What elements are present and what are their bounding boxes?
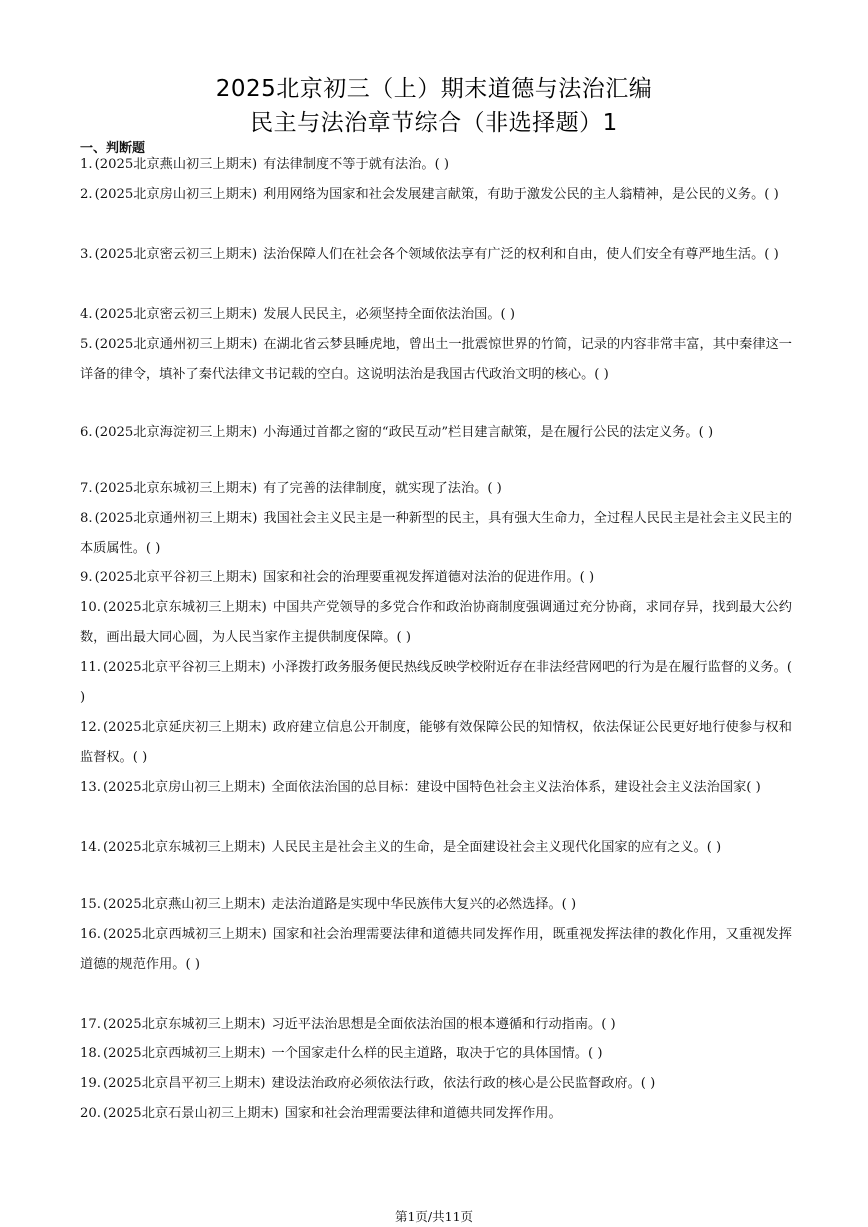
question-item: 6. (2025北京海淀初三上期末) 小海通过首都之窗的“政民互动”栏目建言献策，是在履行公民的法定义务。( ) [80,425,714,440]
document-title-line1: 2025北京初三（上）期末道德与法治汇编 [215,76,653,102]
question-item: 16. (2025北京西城初三上期末) 国家和社会治理需要法律和道德共同发挥作用，既重视发挥法律的教化作用，又重视发挥道德的规范作用。( ) [80,927,792,972]
question-item: 12. (2025北京延庆初三上期末) 政府建立信息公开制度，能够有效保障公民的知情权，依法保证公民更好地行使参与权和监督权。( ) [80,720,792,765]
question-item: 2. (2025北京房山初三上期末) 利用网络为国家和社会发展建言献策，有助于激发公民的主人翁精神，是公民的义务。( ) [80,187,779,202]
question-item: 7. (2025北京东城初三上期末) 有了完善的法律制度，就实现了法治。( ) [80,481,502,496]
question-item: 15. (2025北京燕山初三上期末) 走法治道路是实现中华民族伟大复兴的必然选择。( ) [80,897,577,912]
question-item: 8. (2025北京通州初三上期末) 我国社会主义民主是一种新型的民主，具有强大生命力，全过程人民民主是社会主义民主的本质属性。( ) [80,511,792,556]
page-footer: 第1页/共11页 [394,1209,474,1224]
question-item: 13. (2025北京房山初三上期末) 全面依法治国的总目标：建设中国特色社会主义法治体系，建设社会主义法治国家( ) [80,780,761,795]
question-item: 3. (2025北京密云初三上期末) 法治保障人们在社会各个领域依法享有广泛的权利和自由，使人们安全有尊严地生活。( ) [80,247,779,262]
question-item: 20. (2025北京石景山初三上期末) 国家和社会治理需要法律和道德共同发挥作用。 [80,1106,562,1121]
question-item: 17. (2025北京东城初三上期末) 习近平法治思想是全面依法治国的根本遵循和行动指南。( ) [80,1017,616,1032]
question-item: 10. (2025北京东城初三上期末) 中国共产党领导的多党合作和政治协商制度强调通过充分协商，求同存异，找到最大公约数，画出最大同心圆，为人民当家作主提供制度保障。( ) [80,600,792,645]
question-item: 14. (2025北京东城初三上期末) 人民民主是社会主义的生命，是全面建设社会主义现代化国家的应有之义。( ) [80,840,722,855]
question-item: 19. (2025北京昌平初三上期末) 建设法治政府必须依法行政，依法行政的核心是公民监督政府。( ) [80,1076,656,1091]
question-item: 9. (2025北京平谷初三上期末) 国家和社会的治理要重视发挥道德对法治的促进作用。( ) [80,570,595,585]
question-item: 18. (2025北京西城初三上期末) 一个国家走什么样的民主道路，取决于它的具体国情。( ) [80,1046,603,1061]
section-heading: 一、判断题 [80,141,146,156]
question-item: 11. (2025北京平谷初三上期末) 小泽拨打政务服务便民热线反映学校附近存在非法经营网吧的行为是在履行监督的义务。( ) [80,660,792,705]
question-item: 5. (2025北京通州初三上期末) 在湖北省云梦县睡虎地，曾出土一批震惊世界的竹简，记录的内容非常丰富，其中秦律这一详备的律令，填补了秦代法律文书记载的空白。这说明法治是我国古代政治文明的核心。( ) [80,337,792,382]
question-item: 4. (2025北京密云初三上期末) 发展人民民主，必须坚持全面依法治国。( ) [80,307,515,322]
question-item: 1. (2025北京燕山初三上期末) 有法律制度不等于就有法治。( ) [80,157,450,172]
document-title-line2: 民主与法治章节综合（非选择题）1 [250,110,618,136]
